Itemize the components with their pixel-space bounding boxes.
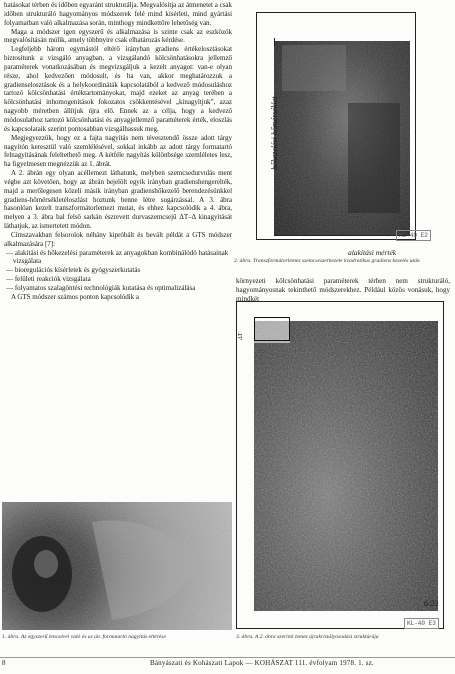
figure-3-stamp: KL-40 E3 [404,618,439,629]
axis-tick [274,38,275,46]
right-column-text: környezeti kölcsönhatási paraméterek térben nem strukturáló, hagyományosnak tekinthető módszerekhez. Például közös vonásuk, hogy mindkét [236,277,450,303]
journal-reference: Bányászati és Kohászati Lapok — KOHÁSZAT 111. évfolyam 1978. 1. sz. [150,659,374,667]
paragraph: A 2. ábrán egy olyan acéllemezt láthatunk, melyben szemcsedurvulás ment végbe azt követően, hogy az ábrán bejelölt egyik irányban gradienshengerelték, majd a merőlegesen közeli másik irányban gradienshőkezelő berendezésünkkel gradiens-hőmérsékletéloszlást hoztunk benne létre sugárzással. A 3. ábra hasonlóan kezelt transzformátorlemezt mutat, és ehhez kapcsolódik a 4. ábra, melyen a 3. ábra bal felső sarkán észrevett durvaszemcsejű ΔT–Δ kinagyítását láthatjuk, az ismertetett módon. [4,169,232,231]
left-column [4,1,232,302]
figure-2 [252,8,420,244]
figure-2-stamp: KL-40 E2 [396,230,431,241]
figure-1 [2,498,232,636]
axis-line [274,235,410,236]
paragraph: Legfeljebb három egymástól eltérő irányban gradiens értékelosztásokat biztosítunk a vizsgáló anyagban, a vizsgálandó kölcsönhatásokra jellemző paraméterek vonatkozásában és megvizsgáljuk a kezelt anyagot: van-e olyan része, ahol kedvezően módosult, és ha van, akkor meghatározzuk a gradienselosztások és a helykoordináták kapcsolatából a kedvező módosuláshoz tartozó kölcsönhatási értéktartományokat, majd ezeket az anyag terében a kölcsönhatási inhomogenitások fokozatos csökkentésével „kinagyítjuk”, azaz nagyobb méretben állítjuk újra elő. Ennek az a célja, hogy a kedvező módosulathoz tartozó kölcsönhatási és anyagjellemző paraméterek érték, eloszlás és kapcsolataik szerint pontosabban vizsgálhassuk meg. [4,45,232,133]
paragraph: Maga a módszer igen egyszerű és alkalmazása is szinte csak az eszközök megvalósításán múlik, amely többnyire csak elhatározás kérdése. [4,27,232,45]
paragraph: A GTS módszer számos ponton kapcsolódik a [11,292,139,301]
list-item: — bioregulációs kísérletek és gyógyszerkutatás [4,266,232,275]
figure-3-caption: 3. ábra. A 2. ábra szerinti lemez újrakristályosodási struktúrája [236,634,379,640]
y-axis-label: hőkezelési hőmérséklet [270,96,279,170]
grain-texture [274,41,410,235]
page-number: 8 [2,659,6,667]
figure-2-photo [274,41,410,235]
grain-texture [254,321,438,611]
figure-2-caption: 2. ábra. Transzformátorlemez szemcseszerkezete kvadratikus gradiens kezelés után [234,258,420,264]
figure-3-photo [254,321,438,611]
bullet-list [4,249,232,293]
figure-1-photo [2,502,232,630]
scale-label: 6/23 [424,599,439,608]
list-item: — folyamatos szalagöntési technológiák kutatása és optimalizálása [4,284,232,293]
page-footer [0,657,455,671]
list-item: — felületi reakciók vizsgálata [4,275,232,284]
figure-1-illustration [2,502,232,630]
footer-rule [0,657,455,658]
magnified-region-box [254,317,290,341]
figure-3 [236,301,450,631]
axis-label: ΔT [238,333,244,340]
figure-1-caption: 1. ábra. Az egyszerű lencsével való és az ún. formatartó nagyítás eltérése [2,634,166,640]
paragraph: Megjegyezzük, hogy ez a fajta nagyítás nem tévesztendő össze adott tárgy nagyítón keresztül való szemlélésével, sokkal inkább az adott tárgy formatartó felnagyításának feleltethető meg. A kétféle nagyítás különbsége szemléletes lesz, ha figyelmesen megnézzük az 1. ábrát. [4,133,232,169]
paragraph: Címszavakban felsorolok néhány kipróbált és bevált példát a GTS módszer alkalmazására [7]: [4,230,232,248]
x-axis-label: alakítási mérték [348,248,397,257]
list-item: — alakítási és hőkezelési paraméterek az anyagokban kombinálódó hatásainak vizsgálata [4,249,232,267]
paragraph: hatásokat térben és időben egyaránt strukturálja. Megvalósítja az átmenetet a csak időben strukturáló hagyományos módszerek felé mind kísérleti, mind gyártási folyamatban való alkalmazása során, minthogy mindkettőre lehetőség van. [4,1,232,27]
